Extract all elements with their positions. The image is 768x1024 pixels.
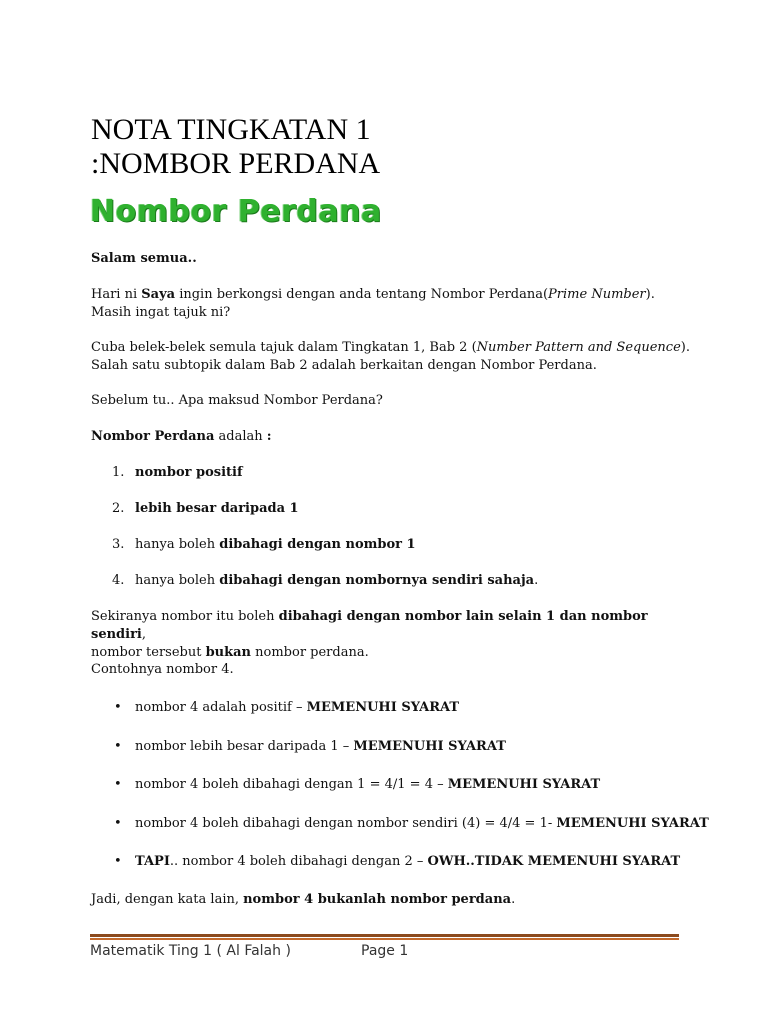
footer-divider: [90, 934, 679, 941]
list-number: 3.: [112, 537, 125, 552]
list-item: nombor lebih besar daripada 1 – MEMENUHI SYARAT: [135, 739, 506, 754]
bullet-icon: •: [114, 854, 122, 869]
list-item: nombor 4 boleh dibahagi dengan 1 = 4/1 = 4 – MEMENUHI SYARAT: [135, 777, 601, 792]
condition-paragraph: Sekiranya nombor itu boleh dibahagi dengan nombor lain selain 1 dan nombor sendiri, nombor tersebut bukan nombor perdana.: [91, 609, 648, 660]
context-paragraph: Cuba belek-belek semula tajuk dalam Tingkatan 1, Bab 2 (Number Pattern and Sequence). Salah satu subtopik dalam Bab 2 adalah berkaitan dengan Nombor Perdana.: [91, 340, 690, 373]
list-item: TAPI.. nombor 4 boleh dibahagi dengan 2 – OWH..TIDAK MEMENUHI SYARAT: [135, 854, 681, 869]
list-item: hanya boleh dibahagi dengan nombor 1: [135, 537, 416, 552]
list-item: hanya boleh dibahagi dengan nombornya sendiri sahaja.: [135, 573, 539, 588]
bullet-icon: •: [114, 777, 122, 792]
list-number: 2.: [112, 501, 125, 516]
list-number: 4.: [112, 573, 125, 588]
word-art-heading: Nombor Perdana: [90, 194, 382, 229]
footer-left: Matematik Ting 1 ( Al Falah ): [90, 943, 291, 959]
greeting: [91, 250, 691, 268]
bullet-icon: •: [114, 700, 122, 715]
list-item: lebih besar daripada 1: [135, 501, 299, 516]
question-paragraph: Sebelum tu.. Apa maksud Nombor Perdana?: [91, 393, 383, 408]
list-item: nombor positif: [135, 465, 243, 480]
bullet-icon: •: [114, 739, 122, 754]
list-item: nombor 4 boleh dibahagi dengan nombor sendiri (4) = 4/4 = 1- MEMENUHI SYARAT: [135, 816, 709, 831]
list-number: 1.: [112, 465, 125, 480]
footer-divider-thick: [90, 934, 679, 937]
title-line-2: :NOMBOR PERDANA: [91, 147, 381, 180]
conclusion-paragraph: Jadi, dengan kata lain, nombor 4 bukanlah nombor perdana.: [91, 892, 516, 907]
greeting-text: Salam semua..: [91, 251, 197, 266]
list-item: nombor 4 adalah positif – MEMENUHI SYARAT: [135, 700, 460, 715]
example-intro: Contohnya nombor 4.: [91, 662, 234, 677]
footer-page-number: Page 1: [361, 943, 409, 959]
footer-divider-thin: [90, 938, 679, 940]
title-line-1: NOTA TINGKATAN 1: [91, 113, 371, 146]
bullet-icon: •: [114, 816, 122, 831]
intro-paragraph: Hari ni Saya ingin berkongsi dengan anda tentang Nombor Perdana(Prime Number). Masih ingat tajuk ni?: [91, 287, 655, 320]
page-title: [91, 113, 380, 181]
definition-paragraph: Nombor Perdana adalah :: [91, 429, 272, 444]
